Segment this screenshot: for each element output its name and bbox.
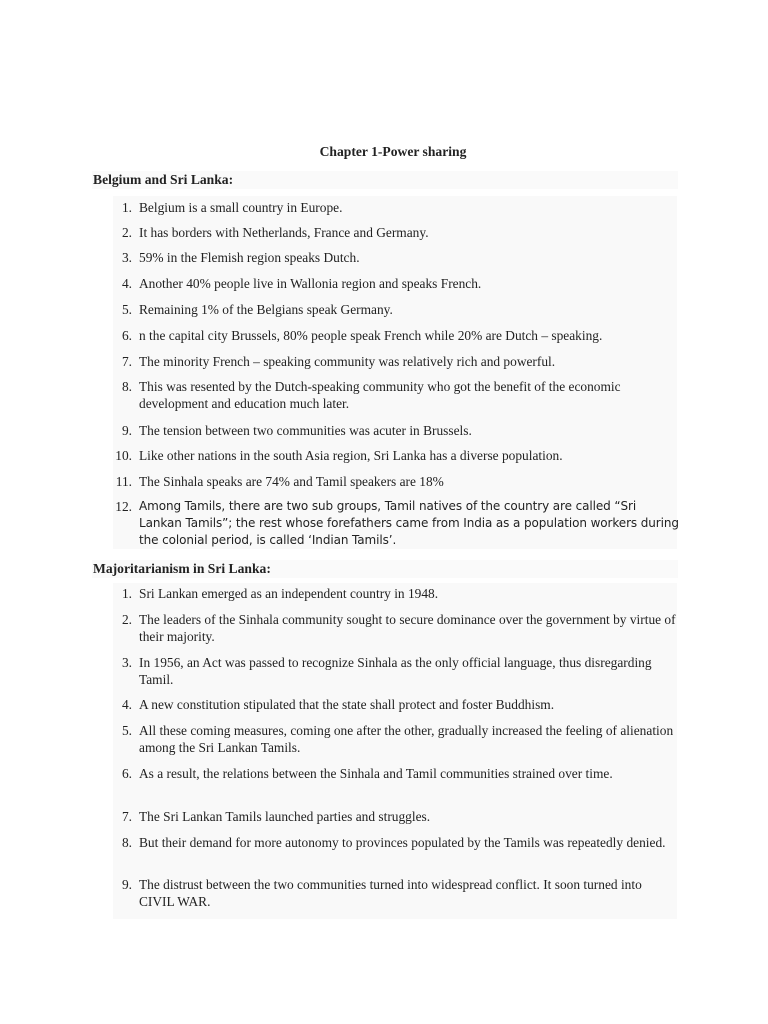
list-item-number: 8.: [121, 379, 132, 394]
list-item-number: 7.: [121, 354, 132, 369]
section-heading-majoritarianism: Majoritarianism in Sri Lanka:: [92, 560, 678, 578]
list-item-text: This was resented by the Dutch-speaking community who got the benefit of the economic development and education much later.: [139, 379, 621, 411]
section-heading-belgium-sri-lanka: Belgium and Sri Lanka:: [92, 171, 678, 189]
list-item-number: 12.: [115, 499, 132, 514]
list-item-text: Remaining 1% of the Belgians speak Germany.: [139, 302, 393, 317]
majoritarianism-list: [113, 583, 677, 919]
list-item-text: The minority French – speaking community was relatively rich and powerful.: [139, 354, 556, 369]
list-item-number: 6.: [121, 766, 132, 781]
list-item-text: Like other nations in the south Asia region, Sri Lanka has a diverse population.: [139, 448, 563, 463]
list-item-text: The distrust between the two communities turned into widespread conflict. It soon turned into CIVIL WAR.: [139, 877, 642, 909]
list-item-text: Belgium is a small country in Europe.: [139, 200, 343, 215]
list-item-number: 3.: [121, 250, 132, 265]
list-item-number: 11.: [115, 474, 132, 489]
list-item-number: 6.: [121, 328, 132, 343]
list-item-number: 1.: [121, 200, 132, 215]
list-item-text: Sri Lankan emerged as an independent country in 1948.: [139, 586, 439, 601]
list-item-text: A new constitution stipulated that the state shall protect and foster Buddhism.: [139, 697, 555, 712]
list-item-text: The Sinhala speaks are 74% and Tamil speakers are 18%: [139, 474, 444, 489]
list-item-text: n the capital city Brussels, 80% people speak French while 20% are Dutch – speaking.: [139, 328, 603, 343]
list-item-text: As a result, the relations between the Sinhala and Tamil communities strained over time.: [139, 766, 613, 781]
list-item-number: 9.: [121, 423, 132, 438]
list-item-number: 4.: [121, 276, 132, 291]
list-item-number: 2.: [121, 612, 132, 627]
belgium-sri-lanka-list: [113, 196, 677, 549]
list-item-text: Another 40% people live in Wallonia region and speaks French.: [139, 276, 482, 291]
list-item-text: The Sri Lankan Tamils launched parties and struggles.: [139, 809, 431, 824]
list-item-text: It has borders with Netherlands, France and Germany.: [139, 225, 429, 240]
list-item-number: 3.: [121, 655, 132, 670]
list-item-text: All these coming measures, coming one after the other, gradually increased the feeling of alienation among the Sri Lankan Tamils.: [139, 723, 674, 755]
list-item-number: 5.: [121, 302, 132, 317]
list-item-text: The leaders of the Sinhala community sought to secure dominance over the government by virtue of their majority.: [139, 612, 676, 644]
list-item-number: 2.: [121, 225, 132, 240]
list-item-text: Among Tamils, there are two sub groups, Tamil natives of the country are called “Sri Lankan Tamils”; the rest whose forefathers came from India as a population workers during the colonial period, is called ‘Indian Tamils’.: [139, 499, 679, 547]
list-item-number: 7.: [121, 809, 132, 824]
list-item-text: In 1956, an Act was passed to recognize Sinhala as the only official language, thus disregarding Tamil.: [139, 655, 652, 687]
list-item-number: 8.: [121, 835, 132, 850]
list-item-number: 9.: [121, 877, 132, 892]
list-item-number: 4.: [121, 697, 132, 712]
list-item-number: 1.: [121, 586, 132, 601]
list-item-text: But their demand for more autonomy to provinces populated by the Tamils was repeatedly denied.: [139, 835, 666, 850]
list-item-number: 5.: [121, 723, 132, 738]
list-item-text: The tension between two communities was acuter in Brussels.: [139, 423, 472, 438]
list-item-text: 59% in the Flemish region speaks Dutch.: [139, 250, 360, 265]
list-item-number: 10.: [115, 448, 132, 463]
page-title: Chapter 1-Power sharing: [319, 144, 467, 159]
